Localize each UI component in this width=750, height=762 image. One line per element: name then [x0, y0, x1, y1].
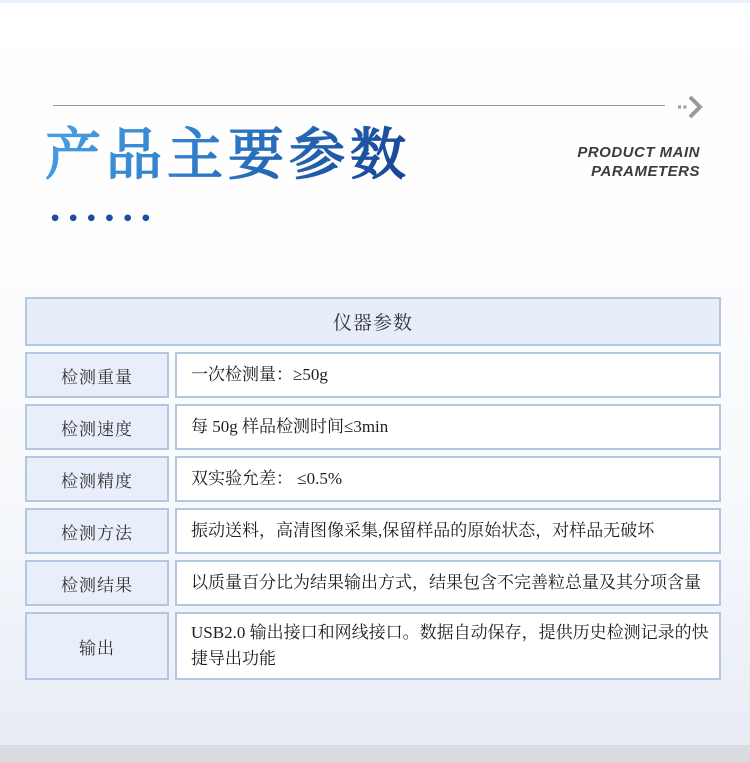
top-accent-strip	[0, 0, 750, 3]
table-row	[25, 560, 721, 606]
divider-line	[53, 105, 665, 106]
spec-table	[25, 297, 721, 680]
row-label: 检测重量	[25, 352, 169, 398]
row-value: 双实验允差： ≤0.5%	[175, 456, 721, 502]
table-row	[25, 612, 721, 680]
row-value: 以质量百分比为结果输出方式，结果包含不完善粒总量及其分项含量	[175, 560, 721, 606]
page-title-en-line2: PARAMETERS	[591, 163, 700, 180]
row-label: 输出	[25, 612, 169, 680]
page-title: 产品主要参数	[45, 125, 411, 187]
row-value: 一次检测量：≥50g	[175, 352, 721, 398]
row-value: 每 50g 样品检测时间≤3min	[175, 404, 721, 450]
section-divider	[0, 95, 750, 119]
title-dots: ••••••	[49, 208, 158, 230]
row-label: 检测方法	[25, 508, 169, 554]
table-header: 仪器参数	[25, 297, 721, 346]
row-label: 检测结果	[25, 560, 169, 606]
table-row	[25, 456, 721, 502]
chevron-right-icon	[678, 95, 706, 119]
table-row	[25, 352, 721, 398]
table-row	[25, 508, 721, 554]
page-title-en-line1: PRODUCT MAIN	[577, 144, 700, 161]
table-row	[25, 404, 721, 450]
row-value: USB2.0 输出接口和网线接口。数据自动保存，提供历史检测记录的快捷导出功能	[175, 612, 721, 680]
row-value: 振动送料，高清图像采集,保留样品的原始状态，对样品无破坏	[175, 508, 721, 554]
row-label: 检测速度	[25, 404, 169, 450]
page-title-en	[400, 143, 700, 181]
bottom-band	[0, 745, 750, 762]
row-label: 检测精度	[25, 456, 169, 502]
